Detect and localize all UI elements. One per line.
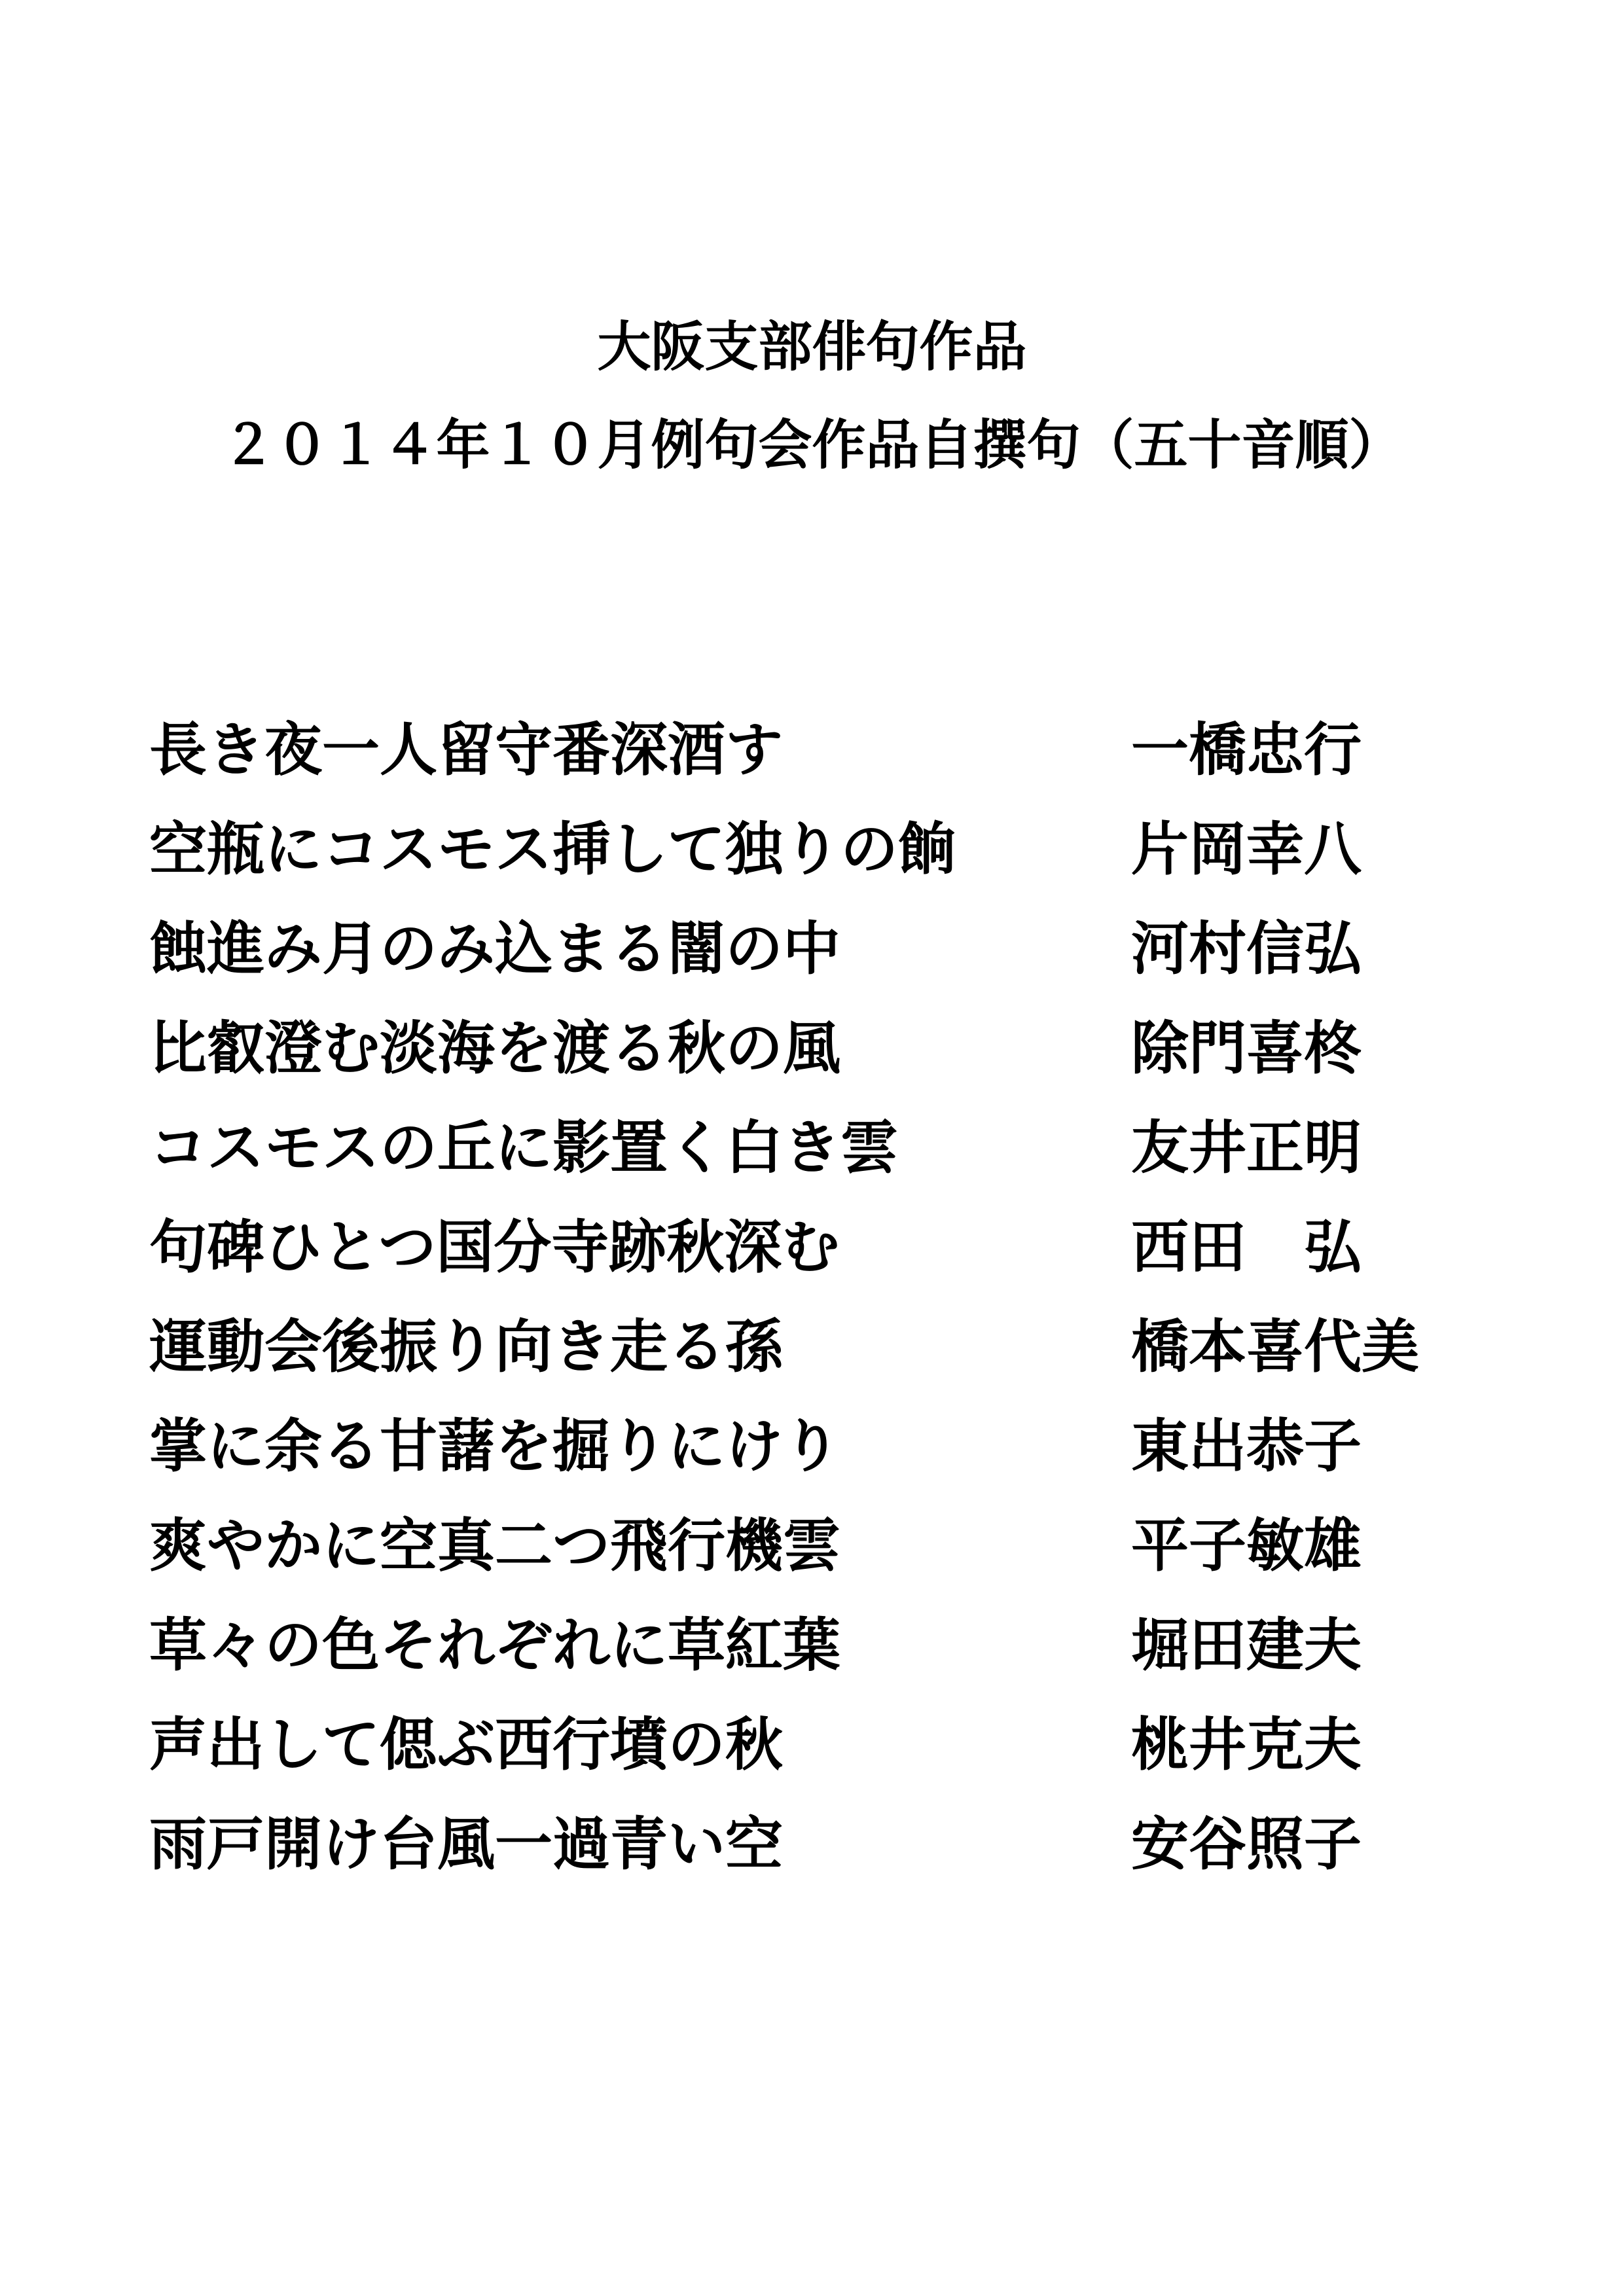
haiku-author: 一橋忠行 bbox=[1131, 715, 1362, 783]
haiku-row bbox=[149, 806, 1524, 906]
haiku-text: 蝕進み月のみ込まる闇の中 bbox=[149, 914, 841, 982]
haiku-author: 西田 弘 bbox=[1131, 1213, 1362, 1281]
haiku-row bbox=[149, 1005, 1524, 1105]
haiku-text: 空瓶にコスモス挿して独りの餉 bbox=[149, 815, 956, 883]
haiku-text: 句碑ひとつ国分寺跡秋深む bbox=[149, 1213, 840, 1281]
haiku-author: 東出恭子 bbox=[1131, 1412, 1362, 1480]
haiku-row bbox=[149, 1602, 1524, 1702]
haiku-row bbox=[149, 1702, 1524, 1801]
haiku-author: 友井正明 bbox=[1131, 1113, 1362, 1181]
page-title: 大阪支部俳句作品 bbox=[597, 315, 1027, 378]
haiku-row bbox=[149, 1204, 1524, 1304]
haiku-author: 橋本喜代美 bbox=[1131, 1312, 1420, 1380]
haiku-row bbox=[149, 1403, 1524, 1503]
haiku-row bbox=[149, 1801, 1524, 1901]
haiku-row bbox=[149, 1304, 1524, 1403]
haiku-author: 堀田建夫 bbox=[1131, 1611, 1362, 1679]
haiku-author: 片岡幸八 bbox=[1131, 815, 1362, 883]
haiku-author: 安谷照子 bbox=[1131, 1810, 1362, 1878]
haiku-author: 桃井克夫 bbox=[1131, 1710, 1362, 1778]
haiku-text: 掌に余る甘藷を掘りにけり bbox=[149, 1412, 841, 1480]
haiku-text: 草々の色それぞれに草紅葉 bbox=[149, 1611, 841, 1679]
haiku-text: 爽やかに空真二つ飛行機雲 bbox=[149, 1511, 841, 1579]
haiku-author: 平子敏雄 bbox=[1131, 1511, 1362, 1579]
haiku-text: コスモスの丘に影置く白き雲 bbox=[149, 1113, 899, 1181]
haiku-text: 運動会後振り向き走る孫 bbox=[149, 1312, 784, 1380]
haiku-text: 比叡澄む淡海を渡る秋の風 bbox=[149, 1014, 841, 1082]
haiku-row bbox=[149, 906, 1524, 1005]
haiku-row bbox=[149, 707, 1524, 806]
haiku-row bbox=[149, 1503, 1524, 1602]
haiku-row bbox=[149, 1105, 1524, 1204]
haiku-list bbox=[149, 707, 1524, 1901]
haiku-text: 雨戸開け台風一過青い空 bbox=[149, 1810, 784, 1878]
haiku-text: 声出して偲ぶ西行墳の秋 bbox=[149, 1710, 784, 1778]
haiku-author: 除門喜柊 bbox=[1131, 1014, 1362, 1082]
haiku-author: 河村信弘 bbox=[1131, 914, 1362, 982]
page-subtitle: ２０１４年１０月例句会作品自撰句（五十音順） bbox=[221, 414, 1403, 476]
haiku-text: 長き夜一人留守番深酒す bbox=[149, 715, 784, 783]
